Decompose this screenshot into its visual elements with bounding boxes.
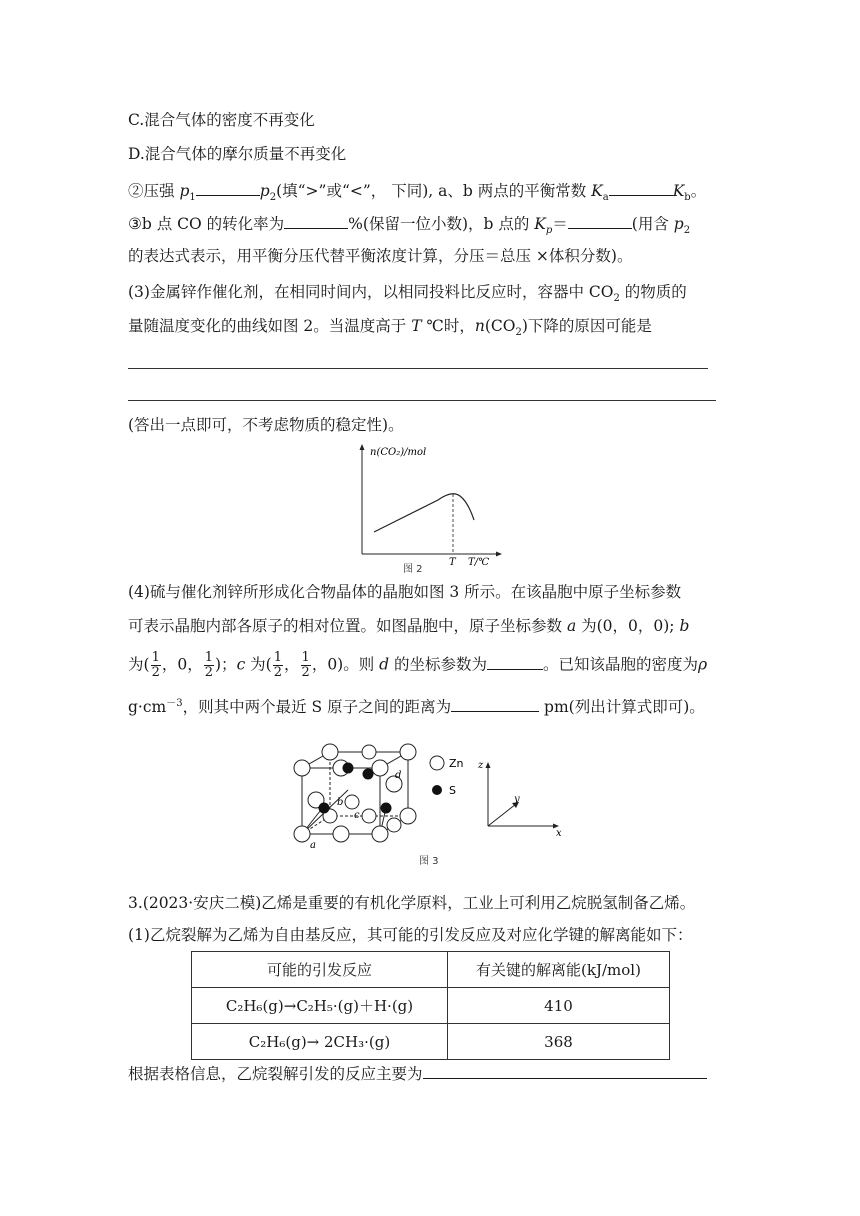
z-arrow	[486, 762, 491, 768]
question-4-line2: 可表示晶胞内部各原子的相对位置。如图晶胞中，原子坐标参数 a 为(0，0，0); b	[128, 617, 690, 635]
question-4-line4: $g\cdot cm^{-3}$，则其中两个最近 S 原子之间的距离为 pm(列出计算式即可)。	[128, 697, 705, 716]
dissociation-energy-table	[191, 951, 670, 1060]
question-3-line1: (3)金属锌作催化剂，在相同时间内，以相同投料比反应时，容器中 $CO_2$ 的物质的	[128, 283, 687, 305]
y-axis-arrow	[360, 444, 365, 450]
figure-2-caption: 图 2	[403, 564, 423, 575]
answer-blank[interactable]	[451, 696, 539, 712]
legend-s: S	[449, 784, 456, 797]
x-axis-arrow	[496, 552, 502, 557]
answer-line[interactable]	[128, 368, 708, 369]
figure-3-caption: 图 3	[419, 856, 439, 867]
question-pressure: ②压强 $p_1$ $p_2$(填“>”或“<”， 下同), a、b 两点的平衡常数 $K_a$ $K_b$。	[128, 182, 707, 204]
answer-blank[interactable]	[423, 1063, 707, 1079]
label-a: a	[310, 840, 316, 851]
answer-blank[interactable]	[609, 180, 673, 196]
answer-blank[interactable]	[284, 213, 348, 229]
y-axis-label: n(CO₂)/mol	[370, 447, 427, 458]
table-header-reaction: 可能的引发反应	[192, 952, 448, 988]
table-header-energy: 有关键的解离能(kJ/mol)	[448, 952, 670, 988]
question-3-note: (答出一点即可，不考虑物质的稳定性)。	[128, 416, 404, 434]
figure-2-curve	[350, 440, 510, 570]
coordinate-axes	[488, 766, 555, 826]
label-c: c	[354, 810, 360, 821]
co2-curve	[374, 494, 474, 532]
option-d: D.混合气体的摩尔质量不再变化	[128, 145, 347, 163]
question-conversion: ③b 点 CO 的转化率为 %(保留一位小数)，b 点的 $K_p=$ (用含 $p_2$	[128, 215, 691, 237]
axis-x-label: x	[556, 828, 562, 839]
axis-y-label: y	[514, 794, 520, 805]
table-row	[192, 988, 670, 1024]
table-row	[192, 1024, 670, 1060]
label-d: d	[395, 770, 402, 781]
question-5-answer-line: 根据表格信息，乙烷裂解引发的反应主要为	[128, 1063, 707, 1085]
axis-z-label: z	[478, 760, 484, 771]
x-tick-t: T	[449, 557, 456, 568]
answer-line[interactable]	[128, 400, 716, 401]
option-c: C.混合气体的密度不再变化	[128, 111, 315, 129]
question-5-part1: (1)乙烷裂解为乙烯为自由基反应，其可能的引发反应及对应化学键的解离能如下：	[128, 926, 693, 944]
question-3-line2: 量随温度变化的曲线如图 2。当温度高于 T ℃时，$n(CO_2)$下降的原因可能是	[128, 317, 652, 339]
question-conversion-cont: 的表达式表示，用平衡分压代替平衡浓度计算，分压＝总压 ×体积分数)。	[128, 247, 633, 265]
table-cell-energy: 368	[448, 1024, 670, 1060]
table-cell-reaction: C₂H₆(g)→C₂H₅·(g)＋H·(g)	[192, 988, 448, 1024]
answer-blank[interactable]	[487, 654, 543, 670]
table-cell-energy: 410	[448, 988, 670, 1024]
legend-zn-marker	[430, 756, 444, 770]
legend-zn: Zn	[449, 757, 464, 770]
question-4-line1: (4)硫与催化剂锌所形成化合物晶体的晶胞如图 3 所示。在该晶胞中原子坐标参数	[128, 583, 682, 601]
answer-blank[interactable]	[196, 180, 260, 196]
label-b: b	[337, 797, 344, 808]
table-header-row	[192, 952, 670, 988]
table-cell-reaction: C₂H₆(g)→ 2CH₃·(g)	[192, 1024, 448, 1060]
legend-s-marker	[432, 785, 442, 795]
question-5-intro: 3.(2023·安庆二模)乙烯是重要的有机化学原料，工业上可利用乙烷脱氢制备乙烯。	[128, 894, 696, 912]
x-axis-label: T/℃	[468, 557, 490, 568]
answer-blank[interactable]	[568, 213, 632, 229]
question-4-line3: 为( $\frac{1}{2}$ ，0， $\frac{1}{2}$ )；c 为( $\frac{1}{2}$ ， $\frac{1}{2}$ ，0)。则 d 的坐标参数为 。已知该晶胞的密度为ρ	[128, 650, 708, 680]
